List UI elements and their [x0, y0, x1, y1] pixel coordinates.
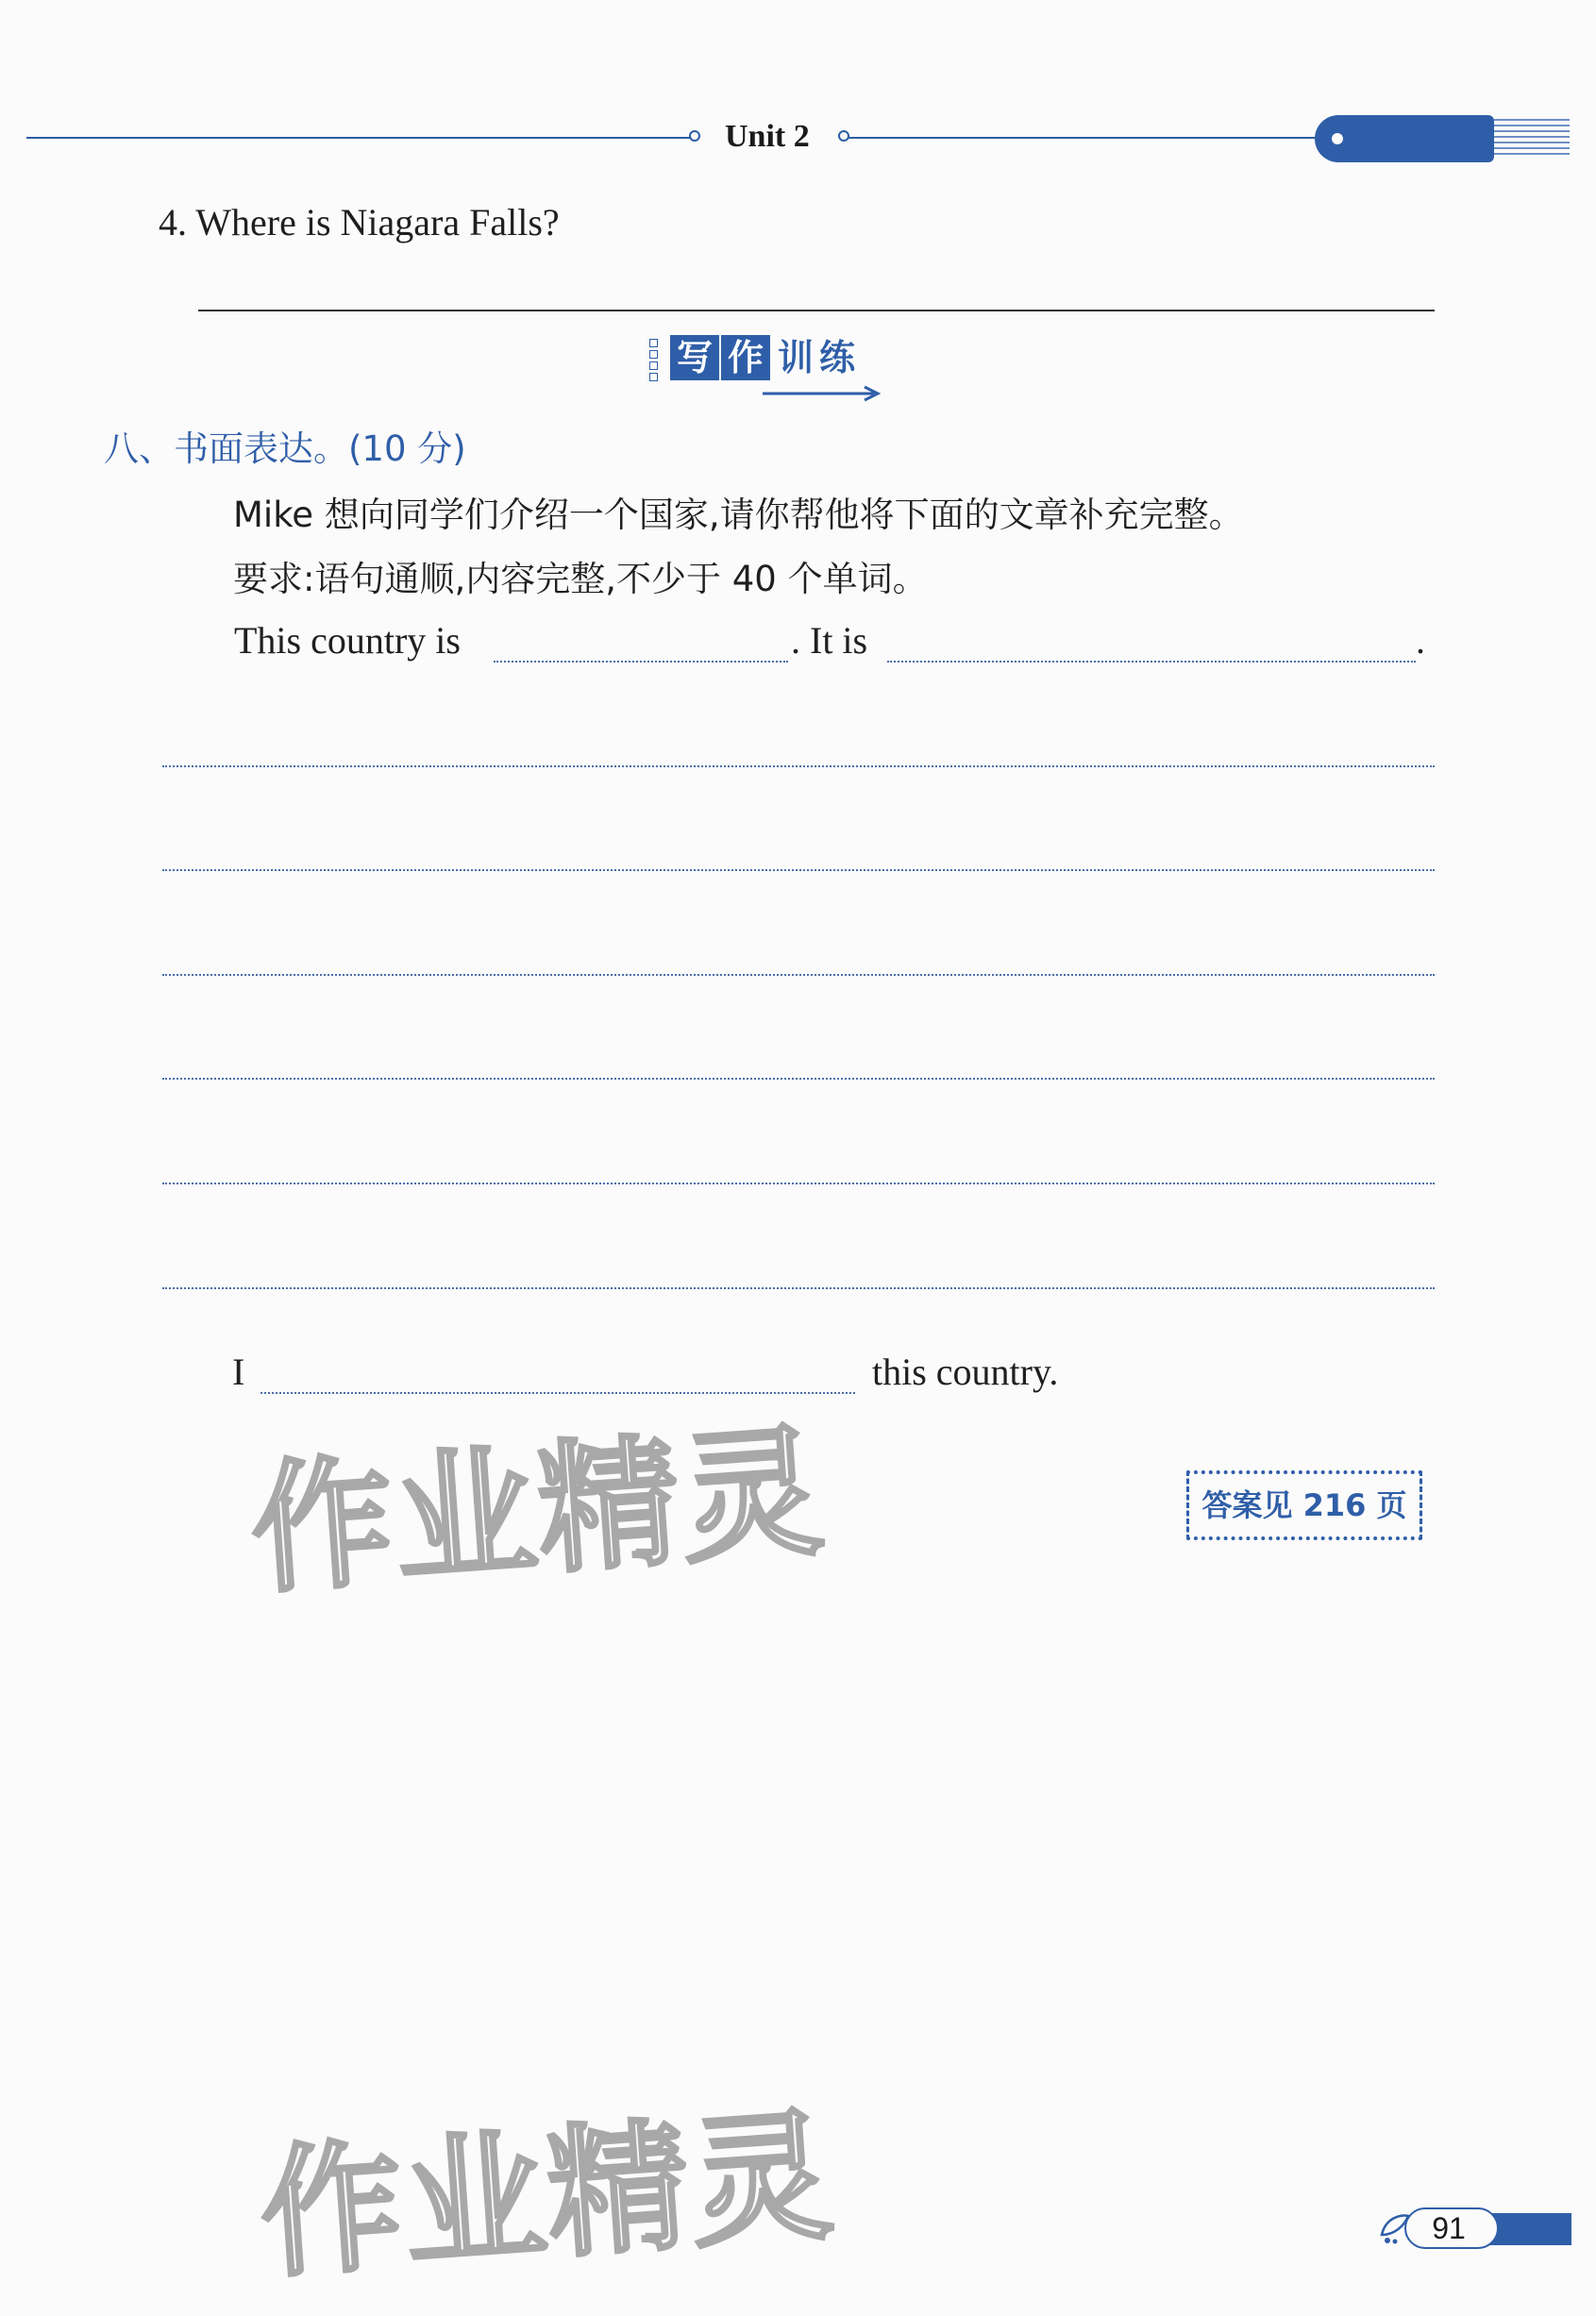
line1-mid: . It is [791, 619, 868, 662]
closing-end: this country. [872, 1351, 1059, 1393]
unit-title: Unit 2 [725, 119, 810, 154]
header-tab-stripes [1494, 119, 1570, 157]
line1-start: This country is [234, 619, 461, 662]
header-line-left [26, 137, 697, 139]
closing-start: I [232, 1351, 245, 1393]
badge-char-4: 练 [819, 337, 856, 378]
badge-char-2: 作 [721, 335, 770, 380]
writing-line-6[interactable] [162, 1287, 1435, 1289]
badge-squares-icon [649, 339, 663, 386]
header-dot-left [689, 130, 700, 142]
badge-char-3: 训 [778, 337, 815, 378]
watermark-bottom: 作业精灵 [255, 2093, 840, 2298]
requirement-text: 要求:语句通顺,内容完整,不少于 40 个单词。 [233, 559, 928, 599]
question-4: 4. Where is Niagara Falls? [159, 201, 560, 243]
writing-line-3[interactable] [162, 974, 1435, 976]
answer-reference: 答案见 216 页 [1186, 1470, 1422, 1540]
blank-it-is[interactable] [887, 661, 1416, 663]
line1-end: . [1416, 619, 1425, 662]
header-tab-hole [1332, 133, 1343, 144]
writing-line-5[interactable] [162, 1183, 1435, 1184]
watermark-top: 作业精灵 [245, 1409, 831, 1614]
badge-arrow-icon [763, 384, 885, 403]
writing-line-4[interactable] [162, 1078, 1435, 1080]
instruction-text: Mike 想向同学们介绍一个国家,请你帮他将下面的文章补充完整。 [233, 495, 1244, 535]
writing-line-2[interactable] [162, 869, 1435, 871]
header-line-right [848, 137, 1319, 139]
writing-line-1[interactable] [162, 765, 1435, 767]
answer-line-q4 [198, 310, 1435, 311]
badge-char-1: 写 [670, 335, 719, 380]
blank-country[interactable] [494, 661, 788, 663]
header-dot-right [838, 130, 849, 142]
page-number: 91 [1432, 2211, 1466, 2245]
section-heading: 八、书面表达。(10 分) [104, 428, 466, 469]
header-tab [1315, 115, 1494, 162]
